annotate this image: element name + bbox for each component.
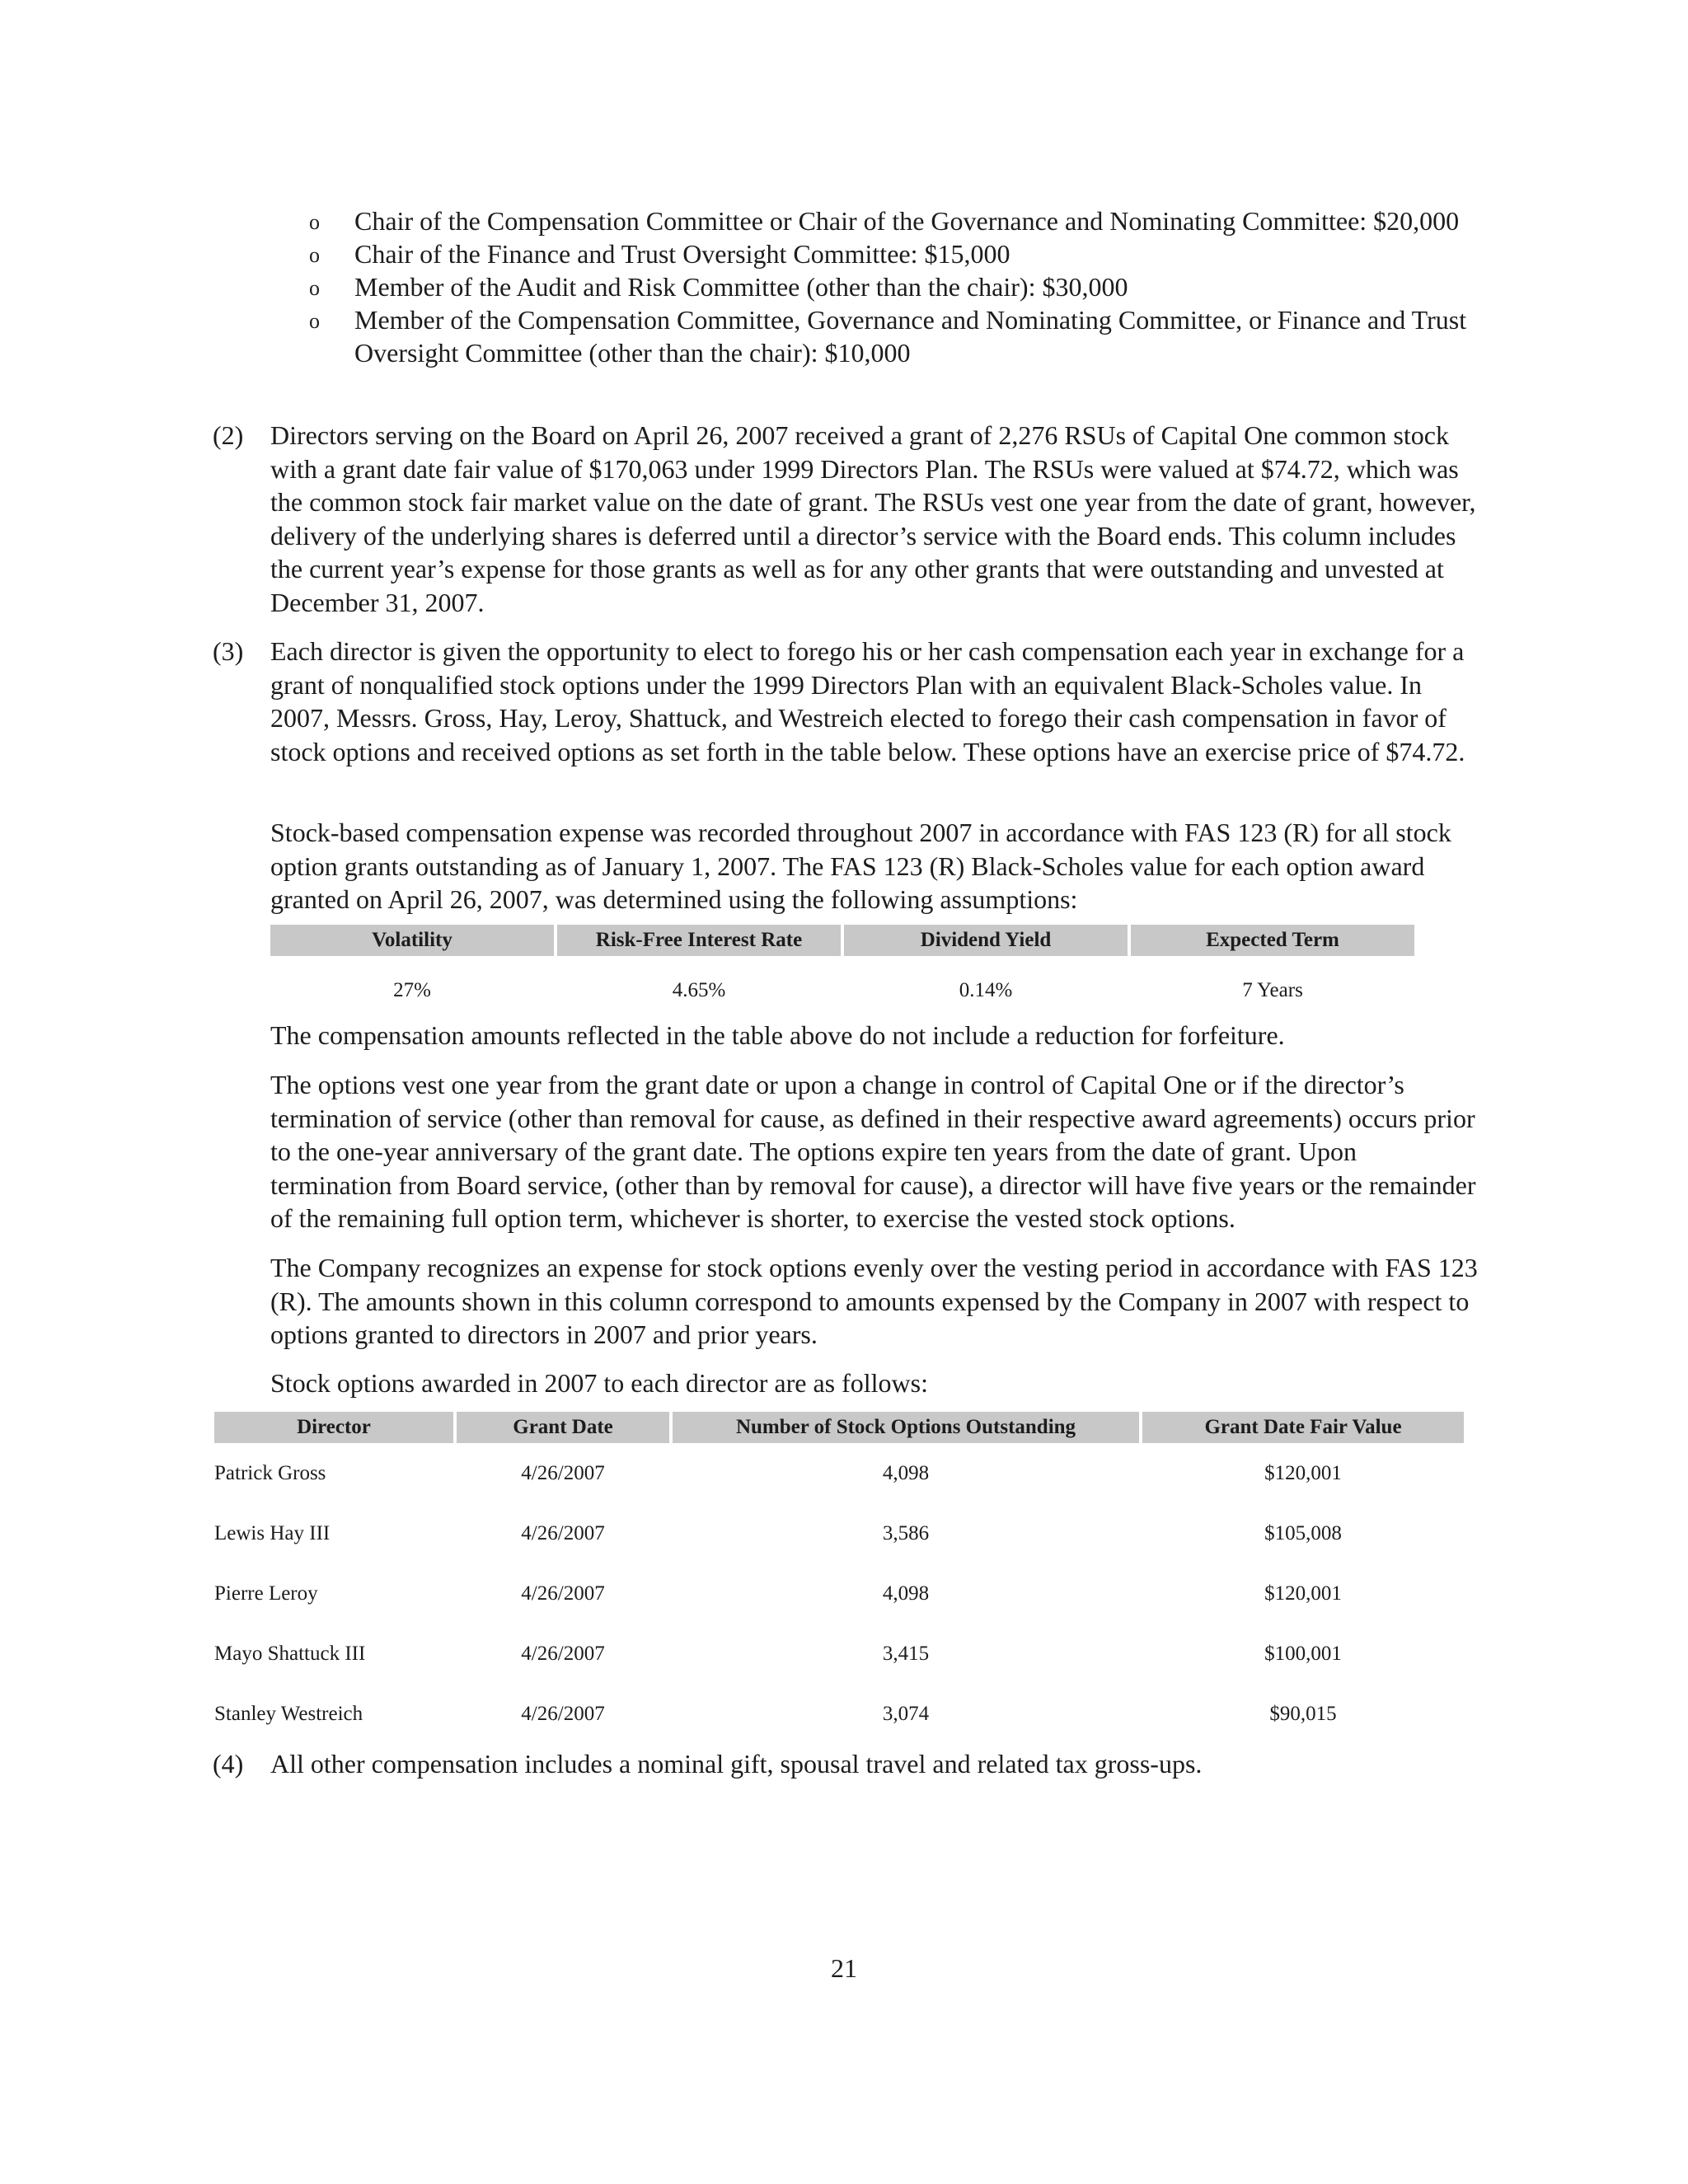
footnote-2 [213,419,1482,619]
stock-expense-paragraph: Stock-based compensation expense was recorded throughout 2007 in accordance with FAS 123 (R) for all stock option grants outstanding as of January 1, 2007. The FAS 123 (R) Black-Scholes value for each option award granted on April 26, 2007, was determined using the following assumptions: [270,818,1451,914]
hollow-bullet-icon: o [309,276,320,300]
header-risk-free-rate: Risk-Free Interest Rate [557,925,841,956]
table-row [214,1503,1464,1563]
footnote-4 [213,1747,1482,1781]
options-outstanding: 3,074 [882,1702,930,1725]
options-outstanding: 3,586 [882,1521,930,1544]
risk-free-rate-value: 4.65% [672,979,726,1001]
director-name: Stanley Westreich [214,1702,363,1725]
footnote-text: Directors serving on the Board on April 26, 2007 received a grant of 2,276 RSUs of Capital One common stock with a grant date fair value of $170,063 under 1999 Directors Plan. The RSUs were valued at $74.72, which was the common stock fair market value on the date of grant. The RSUs vest one year from the date of grant, however, delivery of the underlying shares is deferred until a director’s service with the Board ends. This column includes the current year’s expense for those grants as well as for any other grants that were outstanding and unvested at December 31, 2007. [270,420,1476,617]
header-grant-date: Grant Date [457,1412,669,1443]
list-item: o Chair of the Compensation Committee or Chair of the Governance and Nominating Committee: $20,000 [309,204,1488,237]
header-expected-term: Expected Term [1131,925,1414,956]
vesting-paragraph: The options vest one year from the grant date or upon a change in control of Capital One or if the director’s termination of service (other than removal for cause, as defined in their respective award agreements) occurs prior to the one-year anniversary of the grant date. The options expire ten years from the date of grant. Upon termination from Board service, (other than by removal for cause), a director will have five years or the remainder of the remaining full option term, whichever is shorter, to exercise the vested stock options. [270,1070,1476,1233]
grant-date: 4/26/2007 [521,1702,605,1725]
grant-date: 4/26/2007 [521,1521,605,1544]
expected-term-value: 7 Years [1242,979,1303,1001]
header-director: Director [214,1412,453,1443]
options-outstanding: 4,098 [882,1582,930,1605]
director-name: Pierre Leroy [214,1582,318,1605]
list-item: o Member of the Audit and Risk Committee (other than the chair): $30,000 [309,270,1488,303]
hollow-bullet-icon: o [309,309,320,333]
expense-paragraph: The Company recognizes an expense for stock options evenly over the vesting period in accordance with FAS 123 (R). The amounts shown in this column correspond to amounts expensed by the Company in 2007 with respect to options granted to directors in 2007 and prior years. [270,1253,1478,1349]
dividend-yield-value: 0.14% [959,979,1013,1001]
fair-value: $90,015 [1269,1702,1337,1725]
table-row [214,1563,1464,1624]
grant-date: 4/26/2007 [521,1461,605,1484]
director-name: Lewis Hay III [214,1521,331,1544]
volatility-value: 27% [393,979,431,1001]
stock-options-table [214,1412,1464,1744]
fair-value: $120,001 [1264,1582,1342,1605]
grant-date: 4/26/2007 [521,1642,605,1665]
table-row [270,956,1414,1025]
header-fair-value: Grant Date Fair Value [1142,1412,1464,1443]
footnote-number: (4) [213,1749,244,1779]
header-options-outstanding: Number of Stock Options Outstanding [673,1412,1139,1443]
fair-value: $100,001 [1264,1642,1342,1665]
hollow-bullet-icon: o [309,243,320,267]
options-outstanding: 3,415 [882,1642,930,1665]
grant-date: 4/26/2007 [521,1582,605,1605]
forfeiture-paragraph: The compensation amounts reflected in the table above do not include a reduction for forfeiture. [270,1020,1285,1050]
director-name: Mayo Shattuck III [214,1642,366,1665]
committee-fee-list [309,204,1488,369]
footnote-number: (2) [213,420,244,450]
fair-value: $120,001 [1264,1461,1342,1484]
assumptions-table [270,925,1414,1025]
header-dividend-yield: Dividend Yield [844,925,1128,956]
table-row [214,1684,1464,1744]
page-number: 21 [831,1953,857,1983]
list-item: o Chair of the Finance and Trust Oversight Committee: $15,000 [309,237,1488,270]
footnote-number: (3) [213,636,244,666]
fair-value: $105,008 [1264,1521,1342,1544]
footnote-text: Each director is given the opportunity to elect to forego his or her cash compensation each year in exchange for a grant of nonqualified stock options under the 1999 Directors Plan with an equivalent Black-Scholes value. In 2007, Messrs. Gross, Hay, Leroy, Shattuck, and Westreich elected to forego their cash compensation in favor of stock options and received options as set forth in the table below. These options have an exercise price of $74.72. [270,636,1465,766]
footnote-3 [213,635,1482,768]
table-row [214,1624,1464,1684]
footnote-text: All other compensation includes a nominal gift, spousal travel and related tax gross-ups. [270,1749,1203,1779]
list-item: o Member of the Compensation Committee, Governance and Nominating Committee, or Finance and Trust Oversight Committee (other than the chair): $10,000 [309,305,1467,368]
table-row [214,1443,1464,1503]
hollow-bullet-icon: o [309,210,320,234]
awarded-paragraph: Stock options awarded in 2007 to each director are as follows: [270,1368,928,1398]
director-name: Patrick Gross [214,1461,326,1484]
header-volatility: Volatility [270,925,554,956]
options-outstanding: 4,098 [882,1461,930,1484]
